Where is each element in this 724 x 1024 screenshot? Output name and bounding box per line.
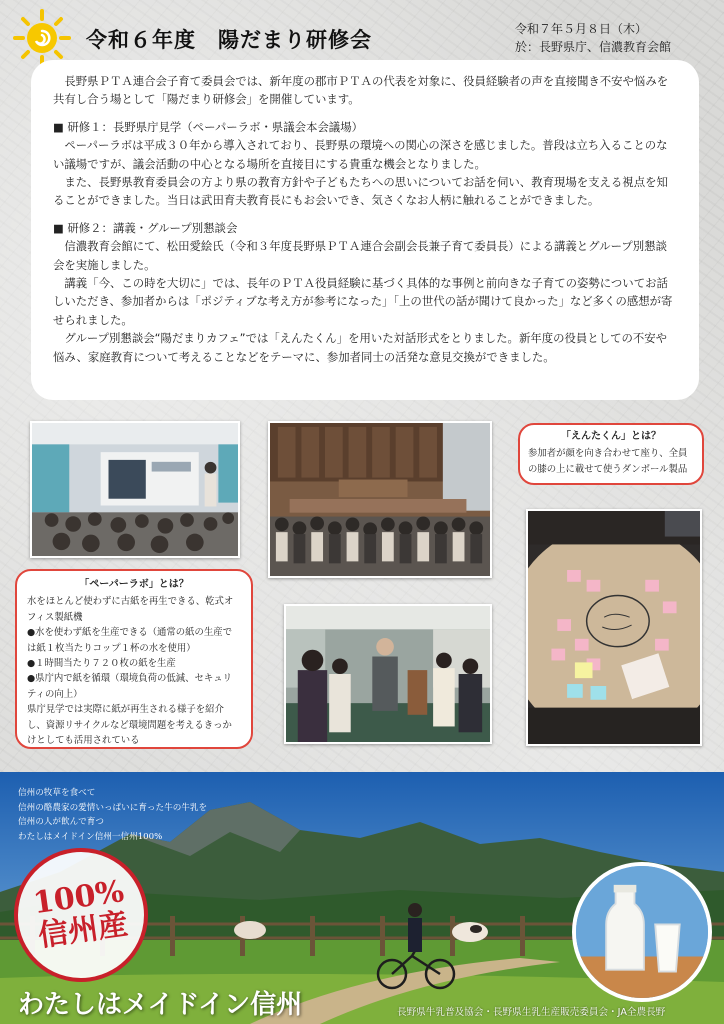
photo-lecture: [284, 604, 492, 744]
paperlab-line: ●１時間当たり７２０枚の紙を生産: [27, 658, 176, 670]
poem-line: わたしはメイドイン信州一信州100%: [18, 831, 163, 842]
photo-assembly-hall: [268, 421, 492, 578]
poem-line: 信州の酪農家の愛情いっぱいに育った牛の牛乳を: [18, 802, 208, 813]
paperlab-line: 水をほとんど使わずに古紙を再生できる、乾式オフィス製紙機: [27, 596, 234, 623]
milk-bottle-image: [572, 862, 712, 1002]
stamp-origin: 信州産: [36, 906, 131, 954]
entakun-callout-title: 「えんたくん」とは？: [561, 431, 661, 442]
training2-paragraph-3: グループ別懇談会“陽だまりカフェ”では「えんたくん」を用いた対話形式をとりました。新年度の役員としての不安や悩み、家庭教育について考えることなどをテーマに、参加者同士の活発な意見交換ができました。: [53, 331, 668, 364]
poem-line: 信州の牧草を食べて: [18, 788, 96, 798]
intro-paragraph: 長野県ＰＴＡ連合会子育て委員会では、新年度の郡市ＰＴＡの代表を対象に、役員経験者の声を直接聞き不安や悩みを共有し合う場として「陽だまり研修会」を開催しています。: [53, 74, 669, 107]
report-text-card: [31, 60, 699, 400]
paperlab-line: ●水を使わず紙を生産できる（通常の紙の生産では紙１枚当たりコップ１杯の水を使用）: [27, 627, 233, 654]
training1-heading: ■ 研修１：長野県庁見学（ペーパーラボ・県議会本会議場）: [53, 119, 363, 134]
training2-paragraph-1: 信濃教育会館にて、松田愛絵氏（令和３年度長野県ＰＴＡ連合会副会長兼子育て委員長）による講義とグループ別懇談会を実施しました。: [53, 239, 667, 272]
training2-paragraph-2: 講義「今、この時を大切に」では、長年のＰＴＡ役員経験に基づく具体的な事例と前向きな子育ての姿勢についてお話しいただき、参加者からは「ポジティブな考え方が参考になった」「上の世代の話が聞けて良かった」など多くの感想が寄せられました。: [53, 276, 673, 327]
poem-line: 信州の人が飲んで育つ: [18, 817, 104, 828]
stamp-percent: 100%: [30, 873, 127, 922]
sun-icon: [12, 8, 72, 68]
page-title: 令和６年度 陽だまり研修会: [86, 28, 372, 52]
training2-heading: ■ 研修２：講義・グループ別懇談会: [53, 220, 238, 235]
event-date: 令和７年５月８日（木）: [515, 22, 648, 36]
photo-paperlab: [30, 421, 240, 558]
banner-slogan: わたしはメイドイン信州: [18, 990, 303, 1020]
paperlab-line: ●県庁内で紙を循環（環境負荷の低減、セキュリティの向上）: [27, 673, 233, 700]
training1-paragraph-2: また、長野県教育委員会の方より県の教育方針や子どもたちへの思いについてお話を伺い、教育現場を支える視点を知ることができました。当日は武田育夫教育長にもお会いでき、気さくなお人柄に触れることができました。: [53, 175, 668, 208]
banner-sponsor: 長野県牛乳普及協会・長野県生乳生産販売委員会・JA全農長野: [397, 1007, 666, 1018]
entakun-description: 参加者が顔を向き合わせて座り、全員の膝の上に載せて使うダンボール製品: [528, 448, 688, 475]
entakun-callout: [518, 423, 704, 485]
paperlab-callout-title: 「ペーパーラボ」とは？: [79, 579, 189, 590]
paperlab-callout: [15, 569, 253, 749]
photo-round-table: [526, 509, 702, 746]
paperlab-line: 県庁見学では実際に紙が再生される様子を紹介し、資源リサイクルなど環境問題を考えるきっかけとしても活用されている: [27, 704, 232, 747]
event-place: 於：長野県庁、信濃教育会館: [515, 40, 672, 54]
banner-poem: [18, 786, 207, 844]
training1-paragraph-1: ペーパーラボは平成３０年から導入されており、長野県の環境への関心の深さを感じました。普段は立ち入ることのない議場ですが、議会活動の中心となる場所を直接目にする貴重な機会となりました。: [53, 138, 668, 171]
